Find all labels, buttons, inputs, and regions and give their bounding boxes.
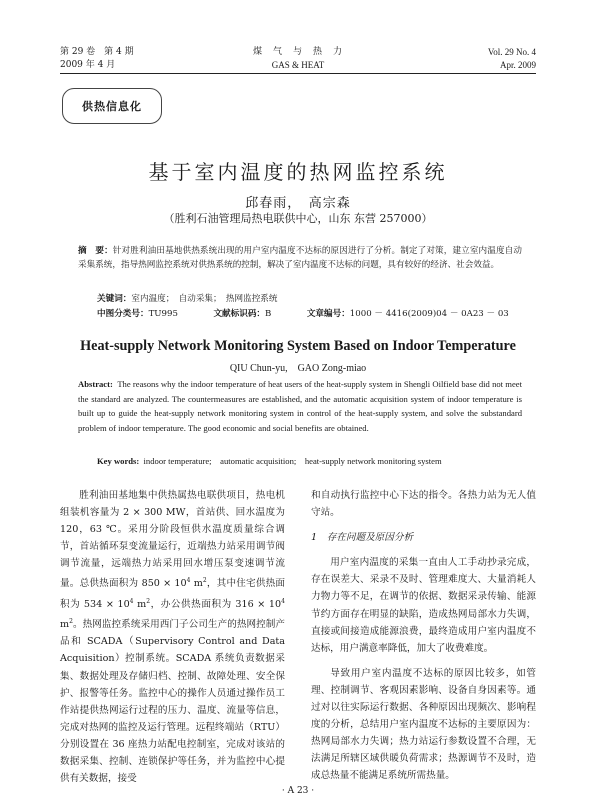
article-no-label: 文章编号：: [306, 309, 350, 319]
body-paragraph: 导致用户室内温度不达标的原因比较多，如管理、控制调节、客观因素影响、设备自身因素等。通过对以往实际运行数据、各种原因出现频次、影响程度的分析，总结用户室内温度不达标的主要原因为：热网局部水力失调；热力站运行参数设置不合理，无法满足所辖区域供暖负荷需求；热源调节不及时，造成总热量不能满足系统所需热量。: [311, 667, 536, 782]
superscript: 2: [202, 577, 207, 585]
article-title-en: Heat-supply Network Monitoring System Based on Indoor Temperature: [80, 338, 516, 354]
section-badge: 供热信息化: [62, 88, 162, 124]
abstract-en-text: The reasons why the indoor temperature of heat users of the heat-supply system in Shengli Oilfield base did not meet the standard are analyzed. The countermeasures are established, and the automatic acquisition system of indoor temperature is built up to guide the heat-supply network monitoring system in control of the heat-supply system, and solve the substandard problem of indoor temperature. The good economic and social benefits are obtained.: [78, 379, 522, 433]
body-text: 。热网监控系统采用西门子公司生产的热网控制产品和 SCADA（Supervisory Control and Data Acquisition）控制系统。SCADA 系统负责数据采集、数据处理及存储归档、控制、故障处理、安全保护、报警等任务。监控中心的操作人员通过操作员工作站提供热网运行过程的压力、温度、流量等信息，完成对热网的监控及运行管理。远程终端站（RTU）分别设置在 36 座热力站配电控制室，完成对该站的数据采集、控制、连锁保护等任务，并为监控中心提供有关数据，接受: [60, 619, 285, 785]
doc-value: B: [265, 309, 272, 319]
body-text: 胜利油田基地集中供热属热电联供项目，热电机组装机容量为 2 × 300 MW，首站供、回水温度为 120，63 ℃。采用分阶段恒供水温度质量综合调节，首站循环泵变流量运行，近端热力站采用调节阀调节流量，远端热力站采用回水增压泵变速调节流量。总供热面积为 850 × 10: [60, 490, 285, 590]
section-heading: 1 存在问题及原因分析: [311, 532, 414, 544]
class-label: 中图分类号：: [97, 309, 149, 319]
doc-label: 文献标识码：: [213, 309, 266, 319]
abstract-en: [78, 377, 522, 435]
authors-cn: 邱春雨， 高宗森: [245, 196, 351, 211]
superscript: 4: [129, 597, 134, 605]
page-number: · A 23 ·: [281, 786, 315, 796]
body-paragraph: [60, 487, 285, 787]
article-title-cn: 基于室内温度的热网监控系统: [148, 160, 448, 184]
affiliation-cn: （胜利石油管理局热电联供中心，山东 东营 257000）: [163, 212, 433, 225]
body-column-left: [60, 487, 285, 787]
header-volume-issue: 第 29 卷 第 4 期: [60, 47, 134, 57]
body-paragraph: 和自动执行监控中心下达的指令。各热力站为无人值守站。: [311, 490, 536, 519]
body-text: m: [190, 578, 203, 590]
body-text: m: [60, 619, 70, 631]
article-no-value: 1000 － 4416(2009)04 － 0A23 － 03: [349, 309, 509, 319]
body-paragraph: 用户室内温度的采集一直由人工手动抄录完成，存在误差大、采录不及时、管理难度大、大量消耗人力物力等不足，在调节的依据、数据采录传输、能源节约方面存在明显的缺陷，造成热网局部水力失调，直接或间接造成能源浪费，最终造成用户室内温度不达标，用户满意率降低，加大了收费难度。: [311, 557, 536, 654]
body-text: ，办公供热面积为 316 × 10: [150, 598, 282, 610]
abstract-en-label: Abstract:: [78, 379, 113, 389]
abstract-cn-text: 针对胜利油田基地供热系统出现的用户室内温度不达标的原因进行了分析。制定了对策，建立室内温度自动采集系统，指导热网监控系统对供热系统的控制，解决了室内温度不达标的问题，具有较好的经济、社会效益。: [78, 246, 522, 270]
superscript: 4: [186, 577, 191, 585]
class-value: TU995: [148, 309, 178, 319]
keywords-en-label: Key words:: [97, 456, 140, 466]
keywords-en-text: indoor temperature; automatic acquisition; heat-supply network monitoring system: [143, 456, 442, 466]
abstract-cn-label: 摘 要：: [78, 246, 113, 256]
superscript: 2: [146, 597, 151, 605]
classification-line: [97, 307, 509, 319]
keywords-cn-label: 关键词：: [97, 294, 132, 304]
superscript: 2: [69, 618, 73, 626]
body-text: ，其中住宅供热面积为 534 × 10: [60, 578, 285, 610]
body-text: m: [133, 598, 147, 610]
header-journal-cn: 煤 气 与 热 力: [252, 47, 343, 57]
header-date-cn: 2009 年 4 月: [60, 60, 116, 70]
abstract-cn: [78, 244, 522, 272]
header-journal-en: GAS & HEAT: [271, 60, 325, 70]
superscript: 4: [281, 597, 285, 605]
keywords-cn-text: 室内温度； 自动采集； 热网监控系统: [131, 294, 278, 304]
header-date-en: Apr. 2009: [500, 60, 536, 70]
keywords-cn: [97, 292, 277, 304]
header-volume-en: Vol. 29 No. 4: [487, 47, 536, 57]
body-column-right: [311, 487, 536, 785]
header-rule: [60, 73, 536, 74]
keywords-en: [97, 455, 442, 467]
authors-en: QIU Chun-yu, GAO Zong-miao: [229, 363, 367, 374]
